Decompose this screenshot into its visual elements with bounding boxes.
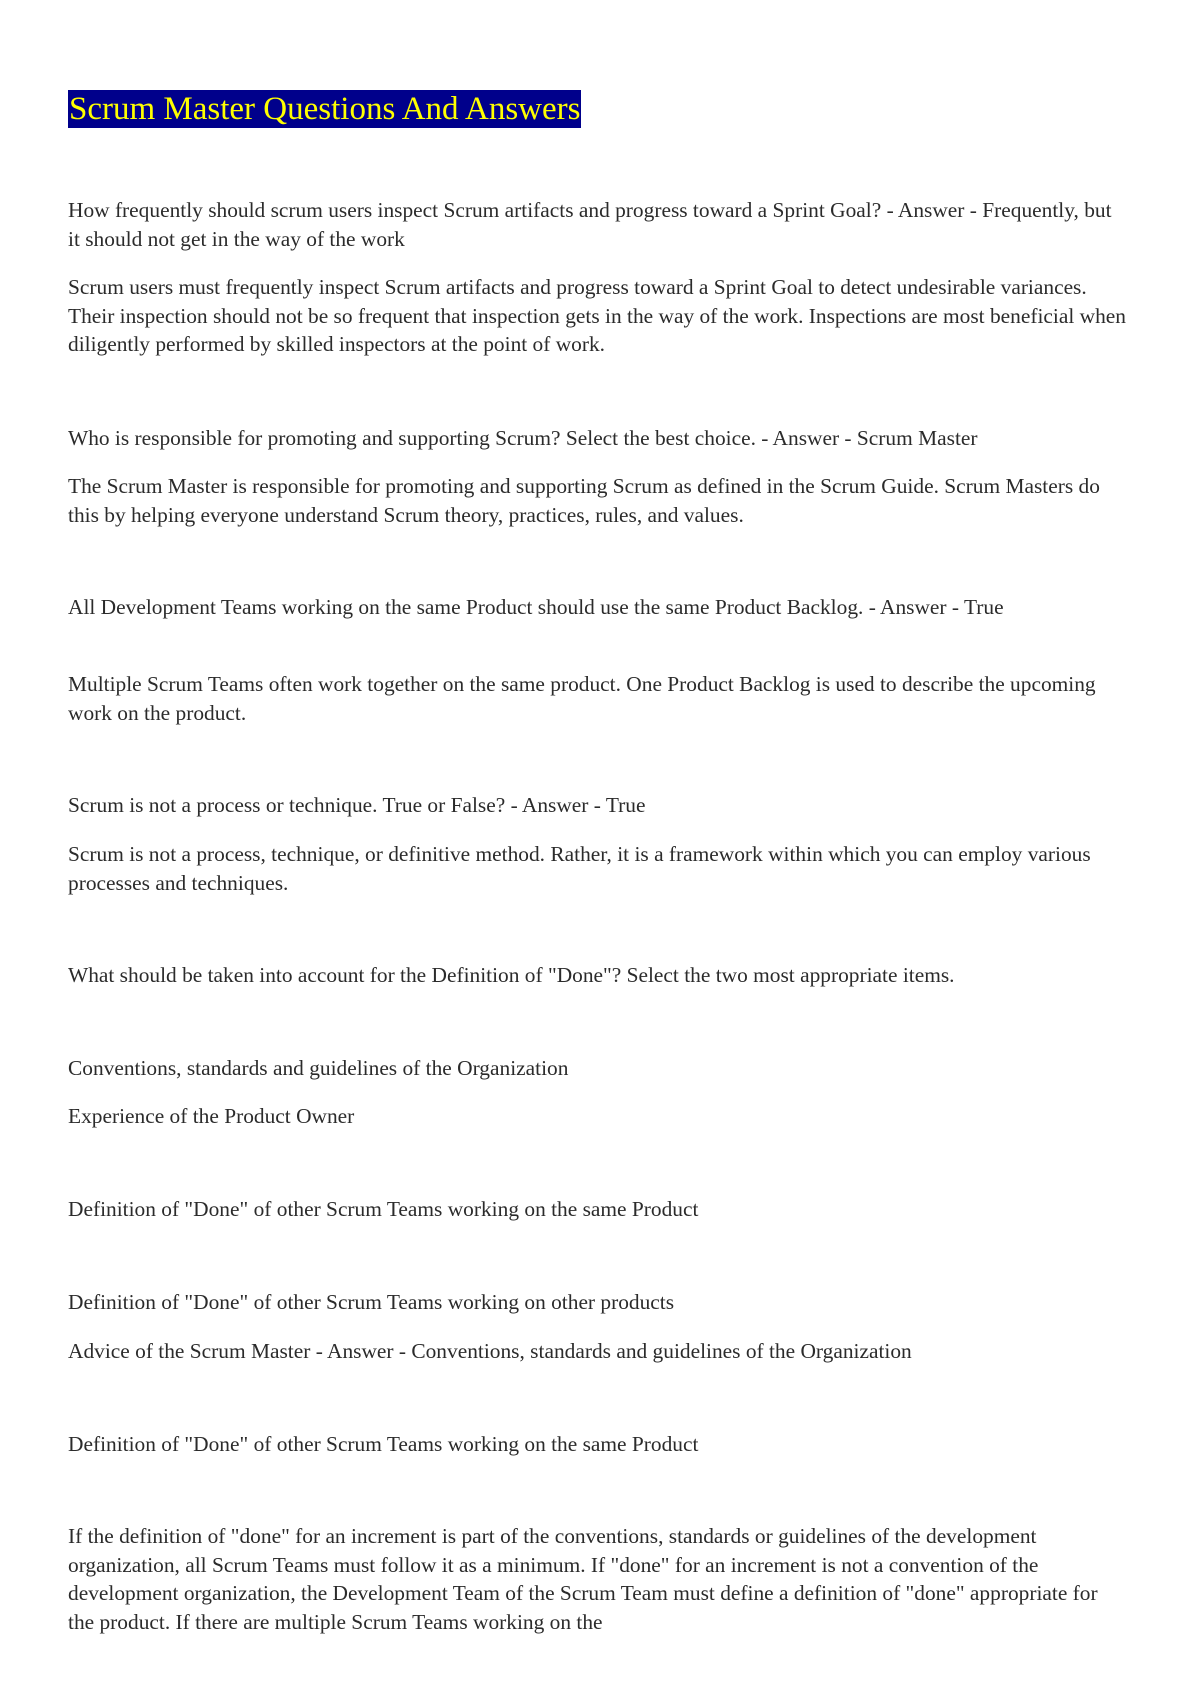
question-paragraph: What should be taken into account for the Definition of "Done"? Select the two most appropriate items. (68, 963, 955, 987)
question-paragraph: Who is responsible for promoting and supporting Scrum? Select the best choice. - Answer - Scrum Master (68, 426, 978, 450)
question-paragraph: Scrum is not a process or technique. True or False? - Answer - True (68, 793, 646, 817)
option-paragraph: Definition of "Done" of other Scrum Teams working on the same Product (68, 1197, 699, 1221)
option-paragraph: Experience of the Product Owner (68, 1104, 355, 1128)
explanation-paragraph: Multiple Scrum Teams often work together on the same product. One Product Backlog is used to describe the upcoming work on the product. (68, 672, 1096, 725)
question-paragraph: All Development Teams working on the same Product should use the same Product Backlog. - Answer - True (68, 595, 1004, 619)
option-paragraph: Definition of "Done" of other Scrum Teams working on the same Product (68, 1432, 699, 1456)
explanation-paragraph: If the definition of "done" for an increment is part of the conventions, standards or guidelines of the development organization, all Scrum Teams must follow it as a minimum. If "done" for an increment is not a convention of the development organization, the Development Team of the Scrum Team must define a definition of "done" appropriate for the product. If there are multiple Scrum Teams working on the (68, 1524, 1098, 1634)
explanation-paragraph: Scrum is not a process, technique, or definitive method. Rather, it is a framework within which you can employ various processes and techniques. (68, 842, 1091, 895)
explanation-paragraph: The Scrum Master is responsible for promoting and supporting Scrum as defined in the Scrum Guide. Scrum Masters do this by helping everyone understand Scrum theory, practices, rules, and values. (68, 474, 1100, 527)
option-paragraph: Definition of "Done" of other Scrum Teams working on other products (68, 1290, 675, 1314)
document-title: Scrum Master Questions And Answers (69, 91, 581, 127)
answer-paragraph: Advice of the Scrum Master - Answer - Conventions, standards and guidelines of the Organization (68, 1339, 912, 1363)
question-paragraph: How frequently should scrum users inspect Scrum artifacts and progress toward a Sprint Goal? - Answer - Frequently, but it should not get in the way of the work (68, 198, 1112, 251)
option-paragraph: Conventions, standards and guidelines of the Organization (68, 1056, 569, 1080)
explanation-paragraph: Scrum users must frequently inspect Scrum artifacts and progress toward a Sprint Goal to detect undesirable variances. Their inspection should not be so frequent that inspection gets in the way of the work. Inspections are most beneficial when diligently performed by skilled inspectors at the point of work. (68, 275, 1126, 356)
